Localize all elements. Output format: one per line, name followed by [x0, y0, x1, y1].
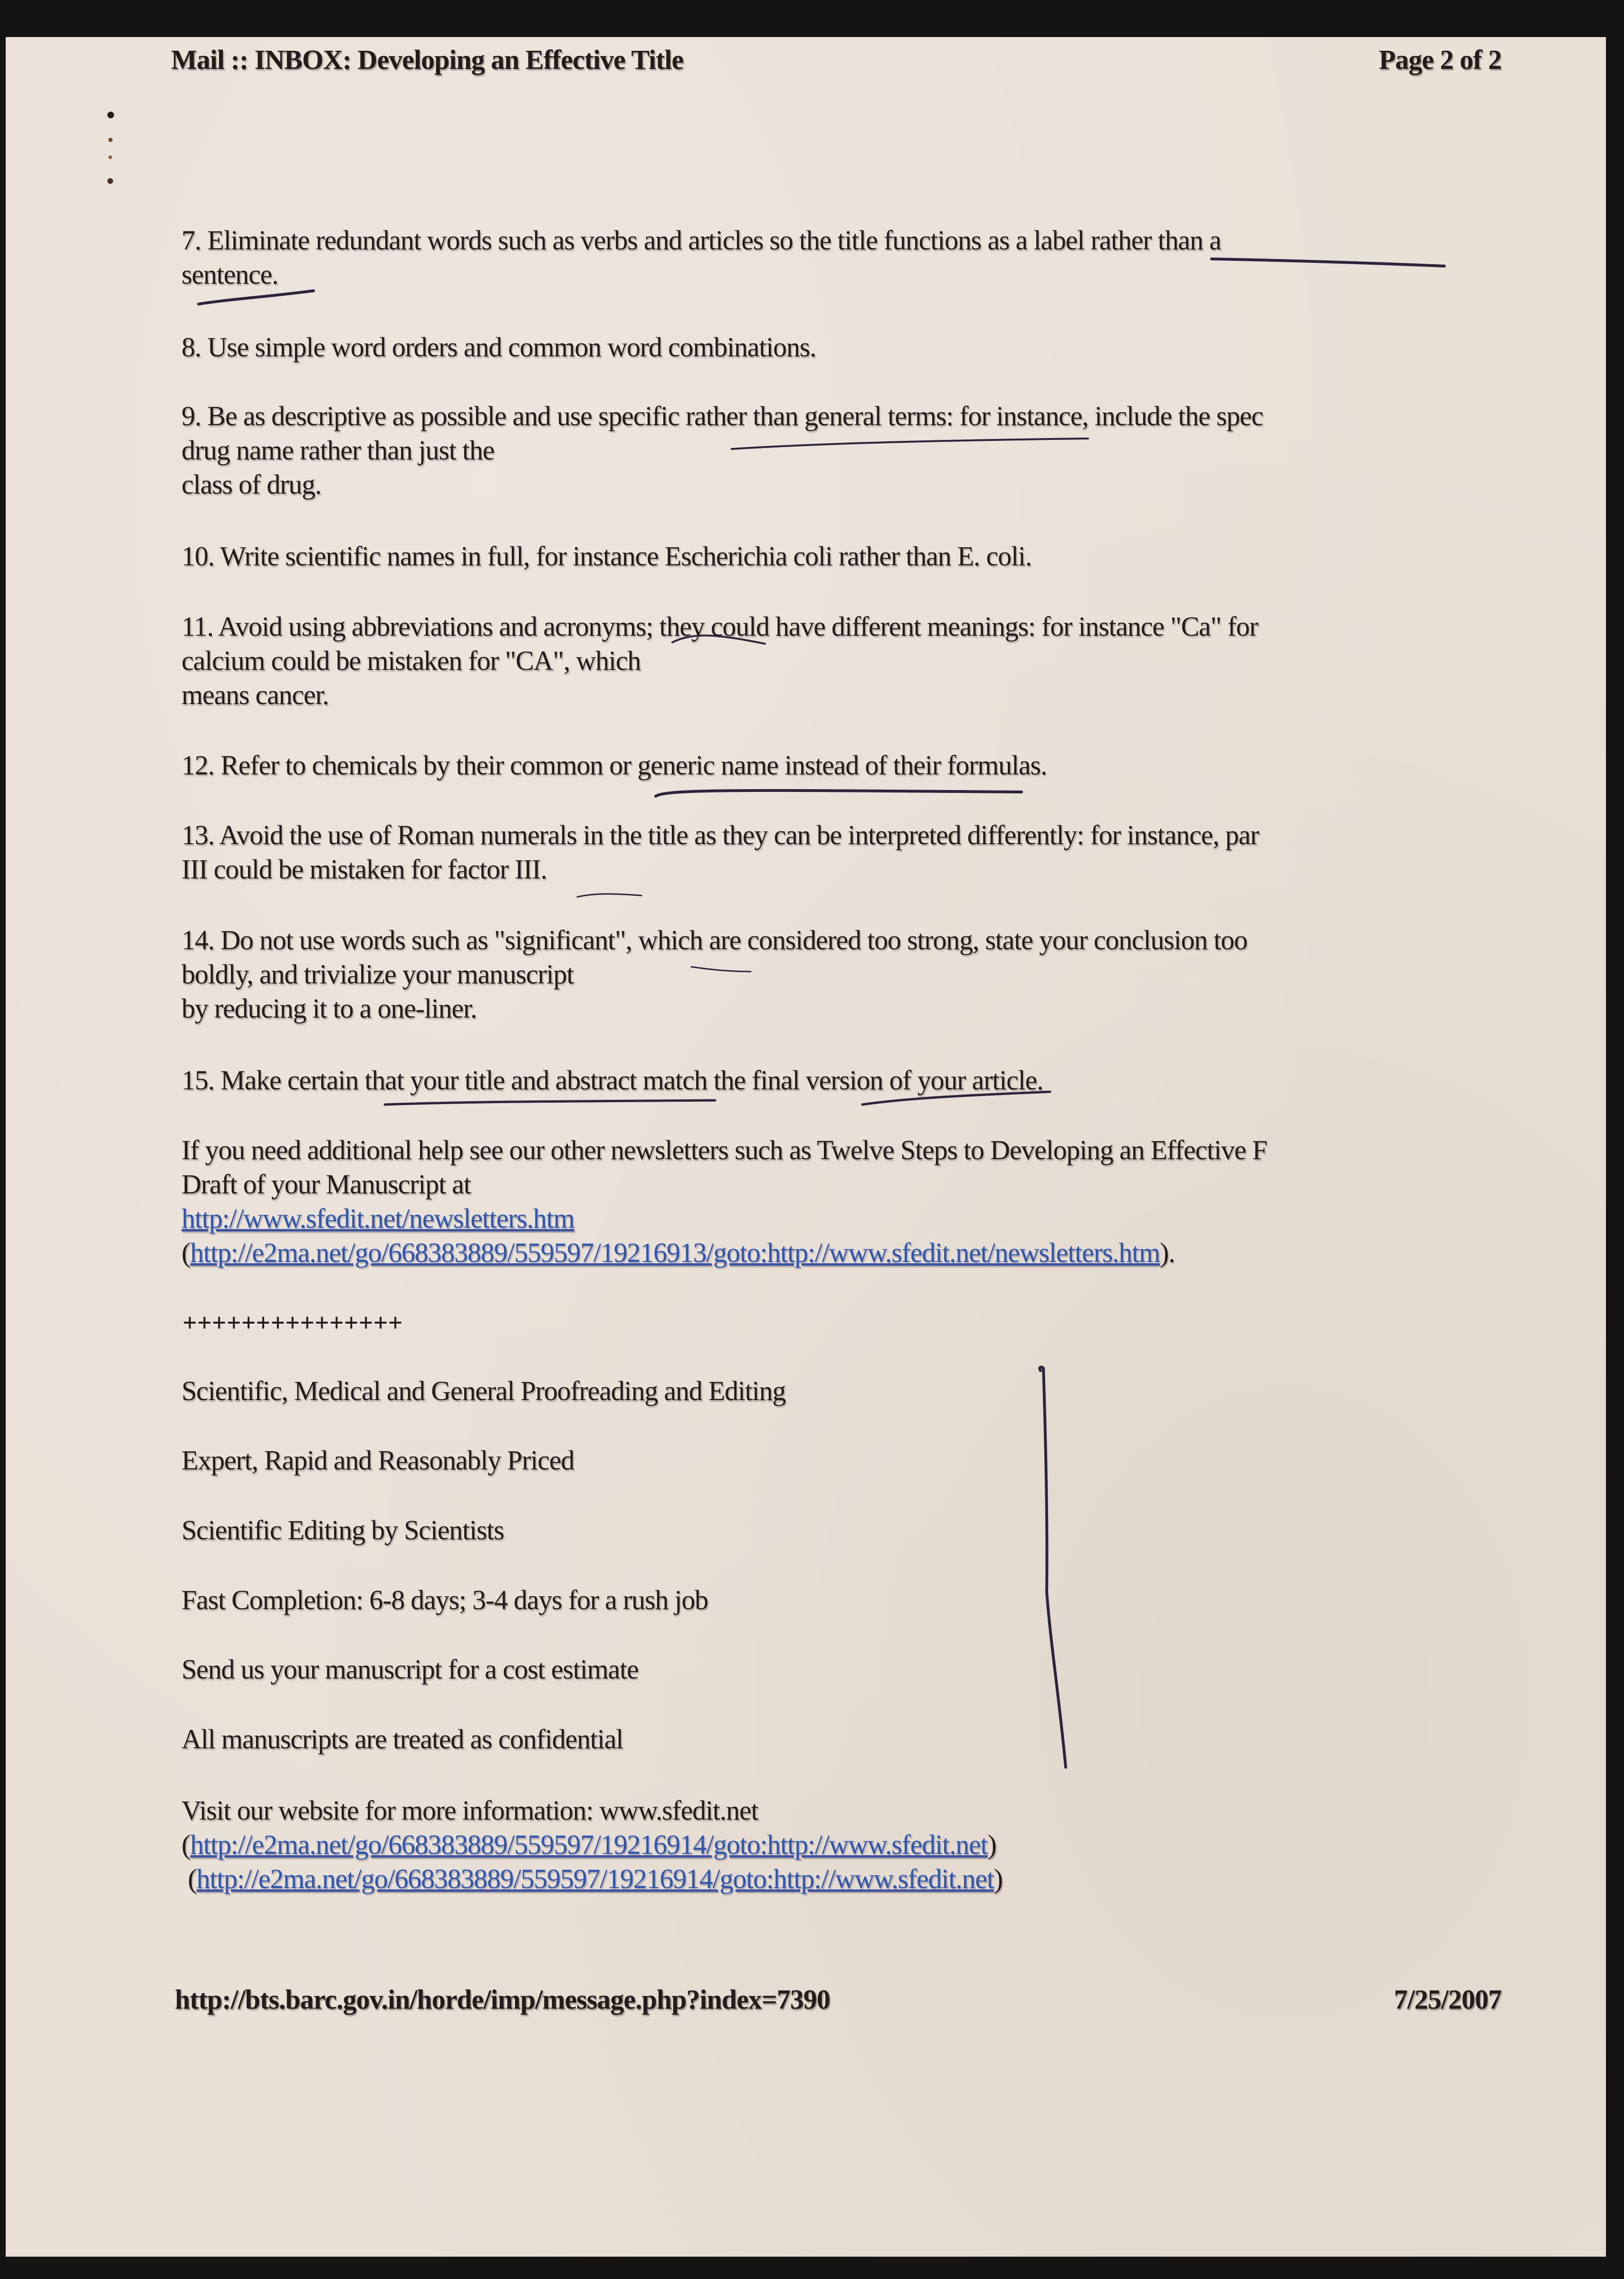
separator-line: +++++++++++++++: [183, 1309, 403, 1335]
tip-item-14: [182, 923, 1512, 1026]
paren-close: ).: [1160, 1237, 1175, 1268]
staple-holes: [105, 112, 120, 188]
footer-date: 7/25/2007: [1394, 1984, 1501, 2015]
help-text-line: Draft of your Manuscript at: [182, 1169, 471, 1200]
tip-item-15: [182, 1063, 1512, 1097]
tip-line: 13. Avoid the use of Roman numerals in the title as they can be interpreted differently: for instance, par: [182, 820, 1259, 850]
tip-line: 10. Write scientific names in full, for instance Escherichia coli rather than E. coli.: [182, 541, 1032, 572]
ad-line-4: Fast Completion: 6-8 days; 3-4 days for a rush job: [182, 1584, 708, 1615]
tip-line: 15. Make certain that your title and abstract match the final version of your article.: [182, 1065, 1043, 1096]
footer-url: http://bts.barc.gov.in/horde/imp/message.php?index=7390: [175, 1984, 830, 2015]
staple-hole-icon: [107, 112, 114, 118]
email-subject-header: Mail :: INBOX: Developing an Effective Title: [171, 44, 684, 75]
staple-hole-icon: [108, 138, 113, 142]
tip-item-9: [182, 399, 1512, 502]
tip-line: 7. Eliminate redundant words such as verbs and articles so the title functions as a label rather than a: [182, 225, 1221, 256]
tip-line: III could be mistaken for factor III.: [182, 854, 547, 885]
paren-close: ): [987, 1829, 996, 1860]
ad-line-1: Scientific, Medical and General Proofreading and Editing: [182, 1375, 786, 1406]
tip-item-7: [182, 223, 1512, 292]
tip-item-11: [182, 610, 1512, 712]
ad-line-5: Send us your manuscript for a cost estimate: [182, 1654, 639, 1685]
tip-line: 14. Do not use words such as "significant", which are considered too strong, state your conclusion too: [182, 925, 1247, 955]
paren-open: (: [182, 1829, 191, 1860]
page-indicator: Page 2 of 2: [1379, 44, 1501, 75]
ad-line-2: Expert, Rapid and Reasonably Priced: [182, 1445, 574, 1476]
website-tracking-link-2[interactable]: http://e2ma.net/go/668383889/559597/19216914/goto:http://www.sfedit.net: [196, 1863, 994, 1894]
tip-line: 11. Avoid using abbreviations and acronyms; they could have different meanings: for instance "Ca" for: [182, 611, 1258, 642]
tip-line: drug name rather than just the: [182, 435, 495, 466]
tip-line: by reducing it to a one-liner.: [182, 993, 477, 1024]
tip-line: sentence.: [182, 259, 278, 290]
help-text-line: If you need additional help see our other newsletters such as Twelve Steps to Developing an Effective F: [182, 1135, 1267, 1165]
staple-hole-icon: [107, 178, 113, 184]
visit-text: Visit our website for more information: www.sfedit.net: [182, 1795, 758, 1826]
tip-line: 9. Be as descriptive as possible and use specific rather than general terms: for instance, include the spec: [182, 400, 1263, 431]
additional-help-paragraph: [182, 1133, 1512, 1270]
paren-close: ): [994, 1863, 1003, 1894]
tip-line: calcium could be mistaken for "CA", which: [182, 645, 641, 676]
tip-line: class of drug.: [182, 469, 322, 500]
tip-item-13: [182, 818, 1512, 887]
ad-line-3: Scientific Editing by Scientists: [182, 1515, 504, 1545]
paren-open: (: [182, 1237, 191, 1268]
visit-website-paragraph: [182, 1793, 1512, 1896]
newsletters-tracking-link[interactable]: http://e2ma.net/go/668383889/559597/19216913/goto:http://www.sfedit.net/newsletters.htm: [190, 1237, 1160, 1268]
tip-line: boldly, and trivialize your manuscript: [182, 959, 574, 990]
tip-line: 12. Refer to chemicals by their common or generic name instead of their formulas.: [182, 750, 1047, 781]
tip-item-8: [182, 330, 1512, 364]
tip-line: 8. Use simple word orders and common word combinations.: [182, 332, 816, 362]
website-tracking-link-1[interactable]: http://e2ma.net/go/668383889/559597/19216914/goto:http://www.sfedit.net: [190, 1829, 988, 1860]
tip-line: means cancer.: [182, 679, 329, 710]
staple-hole-icon: [108, 155, 112, 159]
tip-item-10: [182, 539, 1512, 573]
ad-line-6: All manuscripts are treated as confidential: [182, 1724, 623, 1755]
newsletters-link[interactable]: http://www.sfedit.net/newsletters.htm: [182, 1203, 574, 1234]
tip-item-12: [182, 748, 1512, 782]
paren-open: (: [182, 1863, 197, 1894]
